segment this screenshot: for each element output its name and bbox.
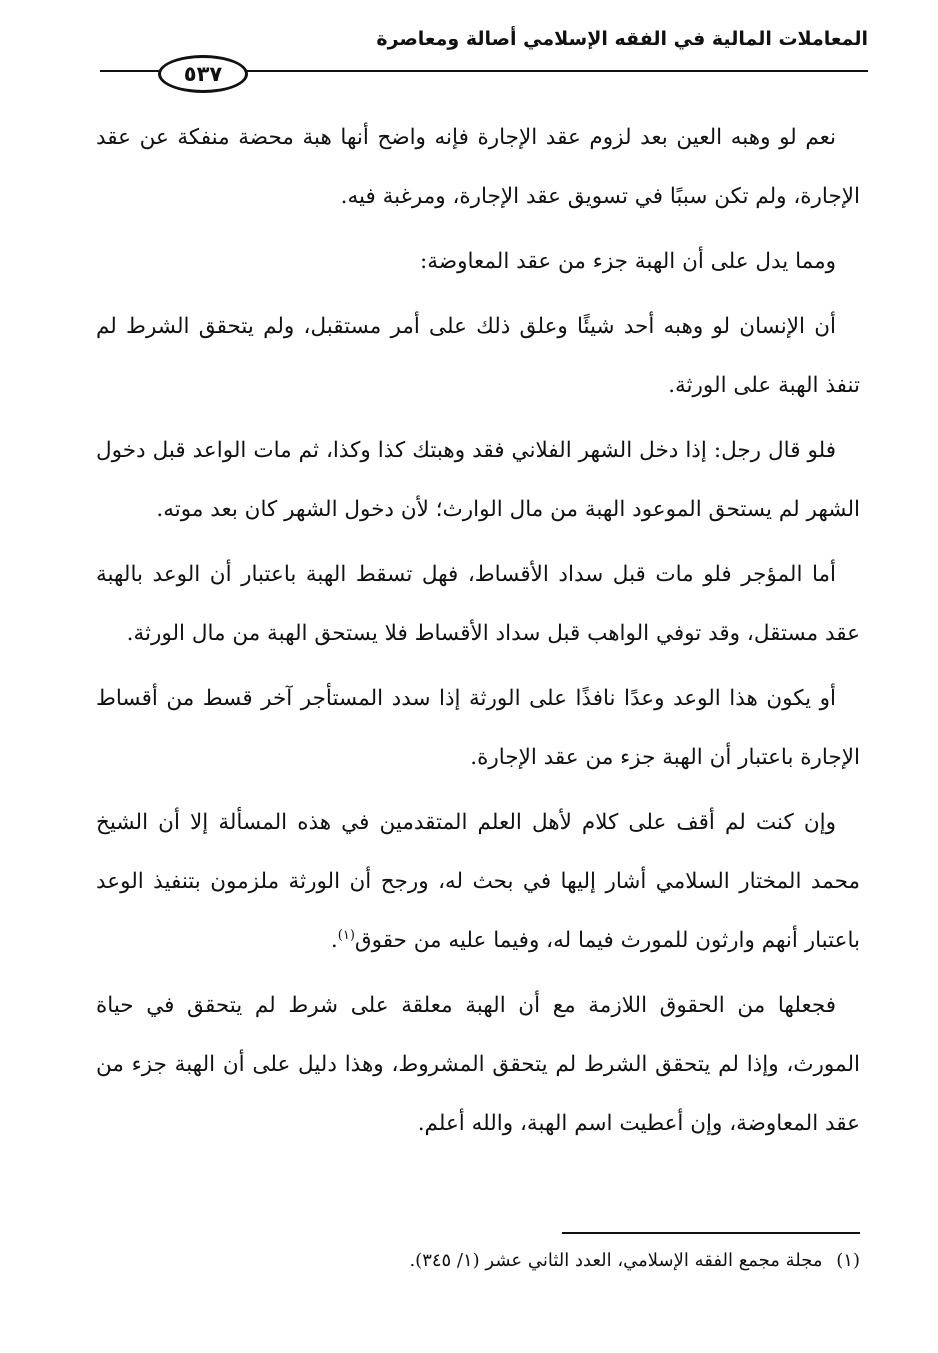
footnote-text: مجلة مجمع الفقه الإسلامي، العدد الثاني عشر (١/ ٣٤٥).	[409, 1250, 823, 1271]
footnote-reference[interactable]: (١)	[337, 927, 355, 943]
paragraph-end-punctuation: .	[330, 928, 338, 953]
running-title: المعاملات المالية في الفقه الإسلامي أصالة ومعاصرة	[376, 28, 868, 50]
paragraph: ومما يدل على أن الهبة جزء من عقد المعاوضة:	[420, 249, 836, 274]
page-number: ٥٣٧	[158, 55, 248, 93]
footnote	[96, 1246, 860, 1276]
paragraph: فجعلها من الحقوق اللازمة مع أن الهبة معلقة على شرط لم يتحقق في حياة المورث، وإذا لم يتحقق الشرط لم يتحقق المشروط، وهذا دليل على أن الهبة جزء من عقد المعاوضة، وإن أعطيت اسم الهبة، والله أعلم.	[96, 993, 860, 1136]
paragraph-text: وإن كنت لم أقف على كلام لأهل العلم المتقدمين في هذه المسألة إلا أن الشيخ محمد المختار السلامي أشار إليها في بحث له، ورجح أن الورثة ملزمون بتنفيذ الوعد باعتبار أنهم وارثون للمورث فيما له، وفيما عليه من حقوق	[96, 810, 860, 953]
paragraph: أو يكون هذا الوعد وعدًا نافذًا على الورثة إذا سدد المستأجر آخر قسط من أقساط الإجارة باعتبار أن الهبة جزء من عقد الإجارة.	[96, 686, 860, 770]
paragraph: أن الإنسان لو وهبه أحد شيئًا وعلق ذلك على أمر مستقبل، ولم يتحقق الشرط لم تنفذ الهبة على الورثة.	[96, 314, 860, 398]
footnote-number: (١)	[836, 1250, 860, 1271]
body-text	[96, 108, 860, 1159]
paragraph: نعم لو وهبه العين بعد لزوم عقد الإجارة فإنه واضح أنها هبة محضة منفكة عن عقد الإجارة، ولم تكن سببًا في تسويق عقد الإجارة، ومرغبة فيه.	[96, 125, 860, 209]
paragraph-with-footnote-ref	[96, 793, 860, 970]
paragraph: أما المؤجر فلو مات قبل سداد الأقساط، فهل تسقط الهبة باعتبار أن الوعد بالهبة عقد مستقل، وقد توفي الواهب قبل سداد الأقساط فلا يستحق الهبة من مال الورثة.	[96, 562, 860, 646]
paragraph: فلو قال رجل: إذا دخل الشهر الفلاني فقد وهبتك كذا وكذا، ثم مات الواعد قبل دخول الشهر لم يستحق الموعود الهبة من مال الوارث؛ لأن دخول الشهر كان بعد موته.	[96, 438, 860, 522]
footnote-separator	[562, 1232, 860, 1234]
